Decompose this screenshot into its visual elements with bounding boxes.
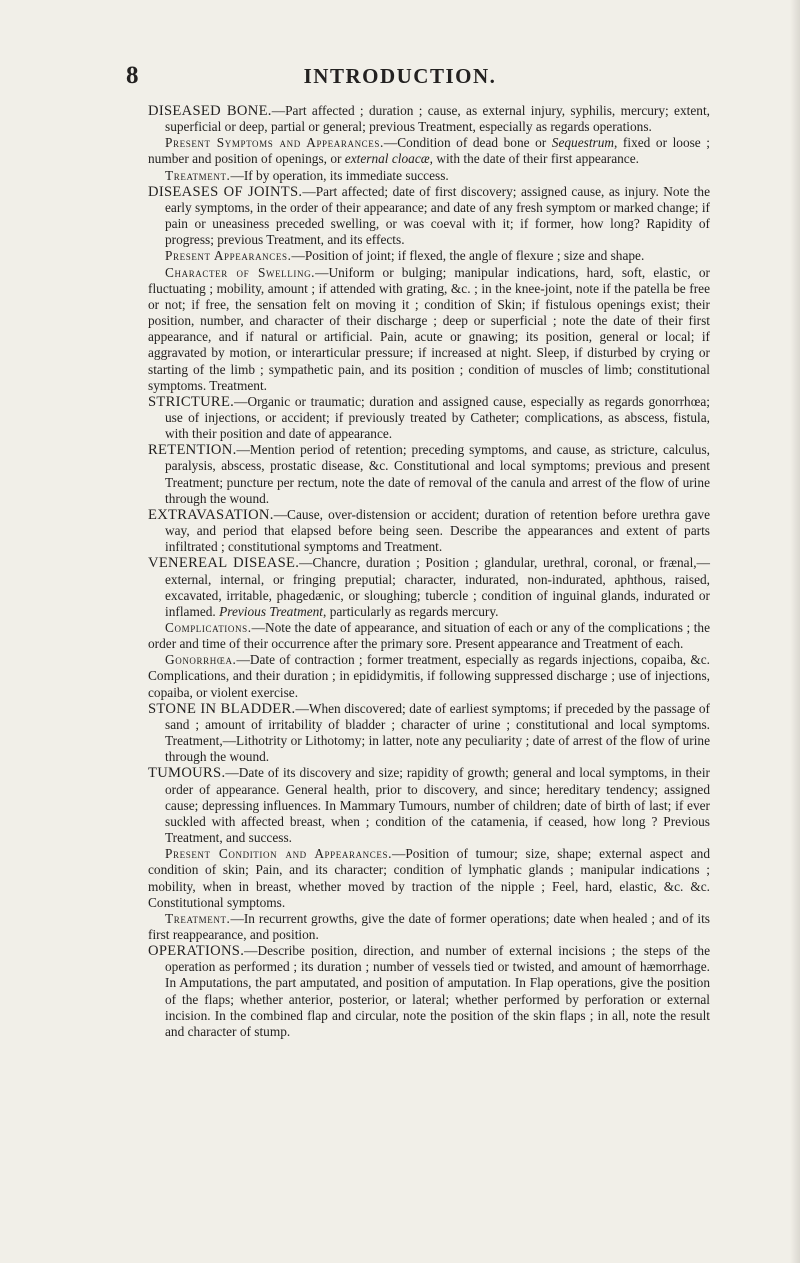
entry-text: —When discovered; date of earliest symptoms; if preceded by the passage of sand ; amount of irritability of bladder ; character of urine ; constitutional and local symptoms. Treatment,—Lithotrity or Lithotomy; in latter, note any peculiarity ; date of arrest of the flow of urine through the wound. [165,700,710,765]
entry-heading: VENEREAL DISEASE. [148,555,300,572]
subentry-heading: Character of Swelling. [165,264,316,280]
entry-heading: STRICTURE. [148,393,235,410]
entry-heading: DISEASES OF JOINTS. [148,183,303,200]
entry-text: —Part affected ; duration ; cause, as external injury, syphilis, mercury; extent, superficial or deep, partial or general; previous Treatment, especially as regards operations. [165,103,710,135]
subentry-present-appearances [148,248,710,264]
entry-heading: EXTRAVASATION. [148,506,274,523]
entry-tumours [148,765,710,846]
subentry-present-symptoms [148,135,710,167]
page-edge-shadow [790,0,800,1263]
entry-text: —Part affected; date of first discovery; assigned cause, as injury. Note the early symptoms, in the order of their appearance; and date of any fresh symptom or marked change; if pain or uneasiness preceded swelling, or was coeval with it; if former, how long? Rapidity of progress; previous Treatment, and its effects. [165,183,710,248]
subentry-text: —In recurrent growths, give the date of former operations; date when healed ; and of its first reappearance, and position. [148,910,710,942]
subentry-text: —Condition of dead bone or [383,135,552,151]
entry-text: , particularly as regards mercury. [323,603,499,619]
entry-extravasation [148,507,710,555]
page-body [148,103,710,1040]
entry-text: —Chancre, duration ; Position ; glandular, urethral, coronal, or frænal,—external, internal, or fringing preputial; character, indurated, non-indurated, aphthous, raised, excavated, irritable, phagedænic, or sloughing; tubercle ; condition of inguinal glands, indurated or inflamed. [165,555,710,619]
subentry-text: —Position of tumour; size, shape; external aspect and condition of skin; Pain, and its character; condition of lymphatic glands ; manipular indications ; mobility, when in breast, whether moved by traction of the nipple ; Feel, hard, elastic, &c. &c. Constitutional symptoms. [148,846,711,910]
entry-heading: OPERATIONS. [148,943,245,960]
entry-text: —Cause, over-distension or accident; duration of retention before urethra gave way, and period that elapsed before being seen. Describe the appearances and extent of parts infiltrated ; constitutional symptoms and Treatment. [165,506,710,555]
subentry-treatment-tumours [148,911,710,943]
subentry-heading: Present Symptoms and Appearances. [165,135,384,151]
subentry-text: —Uniform or bulging; manipular indications, hard, soft, elastic, or fluctuating ; mobility, amount ; if attended with grating, &c. ; in the knee-joint, note if the patella be free or not; if free, the sensation felt on moving it ; condition of Skin; if fistulous openings exist; their position, number, and character of their discharge ; deep or superficial ; note the date of their first appearance, and if natural or artificial. Pain, acute or gnawing; its position, general or local; if aggravated by motion, or interarticular pressure; if increased at night. Sleep, if disturbed by crying or starting of the limb ; sympathetic pain, and its position ; condition of muscles of limb; constitutional symptoms. Treatment. [148,264,710,393]
subentry-heading: Treatment. [165,167,231,183]
subentry-text: —Position of joint; if flexed, the angle of flexure ; size and shape. [291,248,645,264]
entry-stone-in-bladder [148,701,710,766]
subentry-heading: Complications. [165,620,252,635]
italic-term: Sequestrum [551,135,615,151]
entry-heading: TUMOURS. [148,765,226,782]
entry-diseased-bone [148,103,710,135]
entry-venereal-disease [148,555,710,620]
subentry-gonorrhoea [148,652,710,700]
page-number: 8 [126,62,139,89]
entry-stricture [148,394,710,442]
subentry-heading: Present Appearances. [165,248,292,264]
subentry-text: —Note the date of appearance, and situation of each or any of the complications ; the order and time of their occurrence after the primary sore. Present appearance and Treatment of each. [148,620,710,652]
entry-diseases-of-joints [148,184,710,249]
italic-term: external cloacæ [344,151,430,167]
subentry-heading: Present Condition and Appearances. [165,846,393,862]
subentry-character-of-swelling [148,265,710,394]
entry-retention [148,442,710,507]
entry-text: —Describe position, direction, and number of external incisions ; the steps of the operation as performed ; its duration ; number of vessels tied or twisted, and amount of hæmorrhage. In Amputations, the part amputated, and position of amputation. In Flap operations, give the position of the flaps; whether anterior, posterior, or lateral; whether performed by perforation or external incision. In the combined flap and circular, note the position of the skin flaps ; in all, note the result and character of stump. [165,943,710,1039]
italic-term: Previous Treatment [219,603,324,619]
subentry-present-condition [148,846,710,911]
entry-text: —Organic or traumatic; duration and assigned cause, especially as regards gonorrhœa; use of injections, or accident; if previously treated by Catheter; complications, as abscess, fistula, with their position and date of appearance. [165,393,710,442]
subentry-treatment [148,168,710,184]
subentry-text: , with the date of their first appearance. [429,151,639,167]
subentry-complications [148,620,710,652]
entry-text: —Mention period of retention; preceding symptoms, and cause, as stricture, calculus, paralysis, abscess, prostatic disease, &c. Constitutional and local symptoms; previous and present Treatment; puncture per rectum, note the date of removal of the canula and arrest of the flow of urine through the wound. [165,442,710,506]
running-head: INTRODUCTION. [303,64,497,88]
subentry-heading: Gonorrhœa. [165,652,237,668]
subentry-text: , fixed or loose ; number and position of openings, or [148,135,710,167]
subentry-text: —If by operation, its immediate success. [230,167,449,183]
entry-heading: DISEASED BONE. [148,103,272,119]
entry-operations [148,943,710,1040]
subentry-text: —Date of contraction ; former treatment, especially as regards injections, copaiba, &c. Complications, and their duration ; in epididymitis, if following suppressed discharge ; use of injections, copaiba, or violent exercise. [148,652,710,700]
entry-heading: RETENTION. [148,442,237,459]
entry-heading: STONE IN BLADDER. [148,700,296,717]
entry-text: —Date of its discovery and size; rapidity of growth; general and local symptoms, in their order of appearance. General health, prior to discovery, and since; hereditary tendency; assigned cause; depressing influences. In Mammary Tumours, number of children; date of birth of last; if ever suckled with affected breast, when ; condition of the catamenia, if ceased, how long ? Previous Treatment, and success. [165,765,710,846]
subentry-heading: Treatment. [165,910,231,926]
